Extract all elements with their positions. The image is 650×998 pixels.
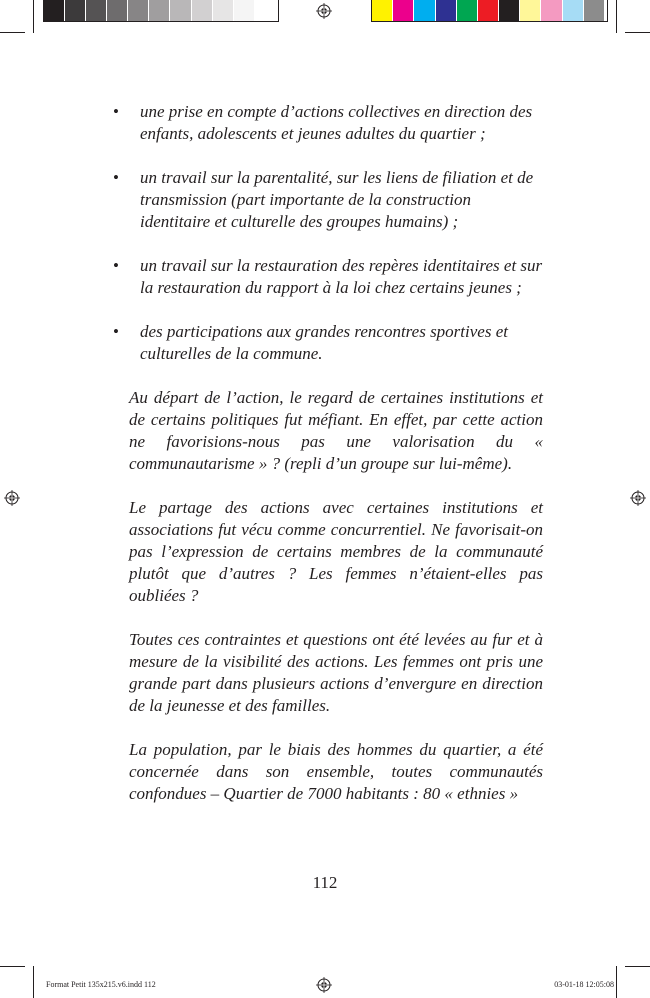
color-swatch xyxy=(563,0,584,21)
bullet-text: un travail sur la parentalité, sur les liens de filiation et de transmission (part importante de la construction identitaire et culturelle des groupes humains) ; xyxy=(140,168,534,231)
gray-swatch xyxy=(107,0,128,21)
bullet-item xyxy=(113,101,543,145)
bullet-text: des participations aux grandes rencontres sportives et culturelles de la commune. xyxy=(140,322,508,363)
paragraph: Le partage des actions avec certaines institutions et associations fut vécu comme concurrentiel. Ne favorisait-on pas l’expression de certains membres de la communauté plutôt que d’autres ? Les femmes n’étaient-elles pas oubliées ? xyxy=(129,498,543,605)
color-swatch xyxy=(414,0,435,21)
page-body xyxy=(113,101,543,805)
gray-swatch xyxy=(170,0,191,21)
color-swatch xyxy=(478,0,499,21)
gray-swatch xyxy=(128,0,149,21)
process-color-bar xyxy=(371,0,608,22)
color-swatch xyxy=(393,0,414,21)
paragraph: Toutes ces contraintes et questions ont été levées au fur et à mesure de la visibilité des actions. Les femmes ont pris une grande part dans plusieurs actions d’envergure en direction de la jeunesse et des familles. xyxy=(129,630,543,715)
paragraph: Au départ de l’action, le regard de certaines institutions et de certains politiques fut méfiant. En effet, par cette action ne favorisions-nous pas une valorisation du « communautarisme » ? (repli d’un groupe sur lui-même). xyxy=(129,388,543,473)
grayscale-color-bar xyxy=(43,0,279,22)
bullet-text: un travail sur la restauration des repères identitaires et sur la restauration du rapport à la loi chez certains jeunes ; xyxy=(140,256,543,297)
color-swatch xyxy=(436,0,457,21)
registration-mark-icon xyxy=(630,490,646,506)
bullet-item xyxy=(113,255,543,299)
slug-file-info: Format Petit 135x215.v6.indd 112 xyxy=(46,980,156,989)
crop-mark-bottom-right-v xyxy=(616,966,617,998)
color-swatch xyxy=(520,0,541,21)
crop-mark-top-left-v xyxy=(33,0,34,33)
crop-mark-bottom-left-h xyxy=(0,966,25,967)
crop-mark-bottom-left-v xyxy=(33,966,34,998)
slug-date-info: 03-01-18 12:05:08 xyxy=(554,980,614,989)
color-swatch xyxy=(541,0,562,21)
gray-swatch xyxy=(44,0,65,21)
color-swatch xyxy=(457,0,478,21)
gray-swatch xyxy=(65,0,86,21)
gray-swatch xyxy=(192,0,213,21)
gray-swatch xyxy=(86,0,107,21)
bullet-mark: • xyxy=(113,102,119,121)
crop-mark-top-right-v xyxy=(616,0,617,33)
page-number: 112 xyxy=(312,873,338,892)
crop-mark-top-left-h xyxy=(0,32,25,33)
gray-swatch xyxy=(234,0,255,21)
bullet-text: une prise en compte d’actions collectives en direction des enfants, adolescents et jeunes adultes du quartier ; xyxy=(140,102,533,143)
bullet-item xyxy=(113,321,543,365)
gray-swatch xyxy=(213,0,234,21)
color-swatch xyxy=(584,0,605,21)
registration-mark-icon xyxy=(4,490,20,506)
registration-mark-icon xyxy=(316,3,332,19)
crop-mark-top-right-h xyxy=(625,32,650,33)
crop-mark-bottom-right-h xyxy=(625,966,650,967)
bullet-mark: • xyxy=(113,168,119,187)
registration-mark-icon xyxy=(316,977,332,993)
paragraph: La population, par le biais des hommes du quartier, a été concernée dans son ensemble, toutes communautés confondues – Quartier de 7000 habitants : 80 « ethnies » xyxy=(129,740,543,803)
gray-swatch xyxy=(149,0,170,21)
bullet-mark: • xyxy=(113,256,119,275)
bullet-item xyxy=(113,167,543,233)
color-swatch xyxy=(499,0,520,21)
bullet-mark: • xyxy=(113,322,119,341)
color-swatch xyxy=(372,0,393,21)
gray-swatch xyxy=(255,0,276,21)
